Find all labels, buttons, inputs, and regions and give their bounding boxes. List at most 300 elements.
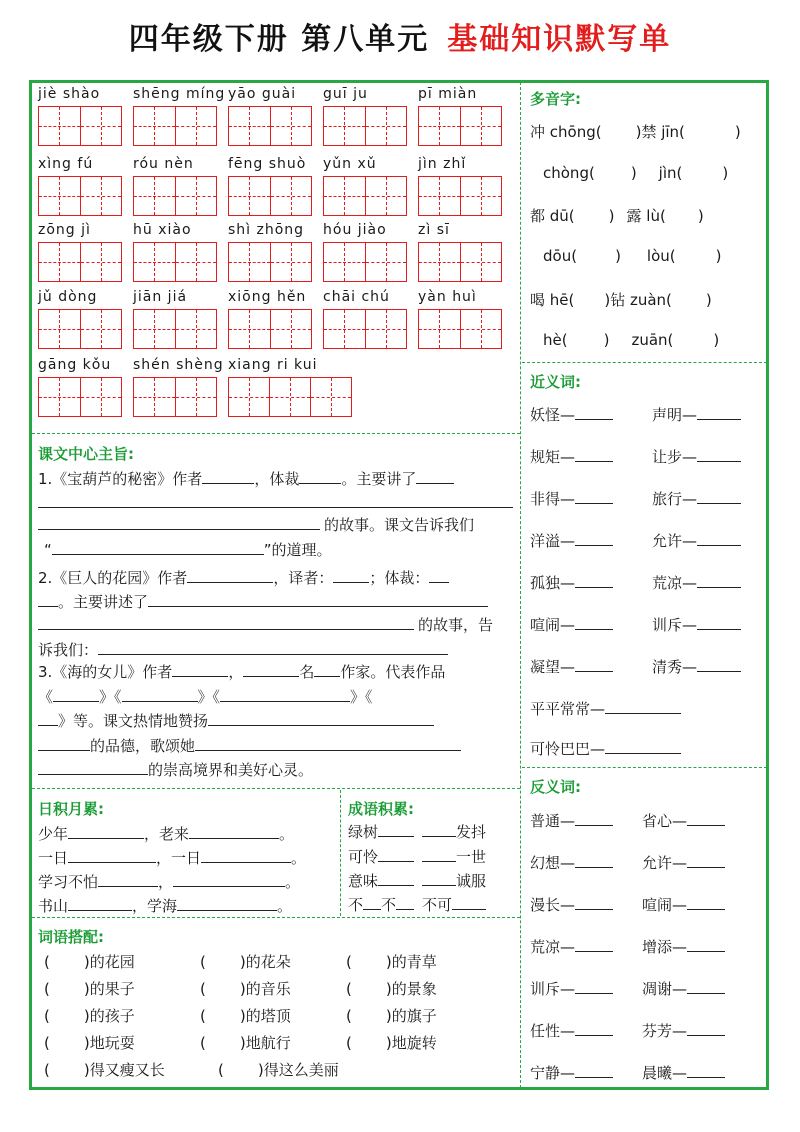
text: )的花朵: [239, 953, 291, 971]
writing-grid[interactable]: [38, 309, 122, 349]
polyphone-row: [530, 205, 704, 226]
idiom-row: [348, 846, 486, 867]
answer-blank[interactable]: [687, 978, 725, 994]
polyphone-row: [543, 164, 728, 182]
antonym-item: [642, 1020, 725, 1041]
answer-blank[interactable]: [575, 572, 613, 588]
polyphone-item: zuān(: [631, 331, 674, 349]
answer-blank[interactable]: [68, 823, 144, 839]
antonym-word: 宁静—: [530, 1064, 576, 1082]
polyphone-item: ): [603, 331, 610, 349]
writing-grid[interactable]: [133, 176, 217, 216]
answer-blank[interactable]: [687, 894, 725, 910]
center-line: [38, 686, 373, 707]
collocation-item: [218, 1059, 339, 1080]
synonym-word: 旅行—: [652, 490, 698, 508]
text: 不可: [422, 896, 453, 914]
text: 不: [381, 896, 397, 914]
grid-cell[interactable]: [39, 177, 81, 215]
grid-cell[interactable]: [324, 107, 366, 145]
antonym-item: [530, 852, 613, 873]
text: 《: [38, 688, 54, 706]
text: ，学海: [132, 897, 178, 915]
antonym-item: [642, 978, 725, 999]
text: (: [200, 1007, 206, 1025]
synonym-word: 孤独—: [530, 574, 576, 592]
synonym-item: [530, 656, 613, 677]
answer-blank[interactable]: [575, 656, 613, 672]
collocation-item: [346, 1032, 437, 1053]
text: ，体裁: [254, 470, 300, 488]
grid-cell[interactable]: [366, 243, 407, 281]
answer-blank[interactable]: [697, 488, 741, 504]
writing-grid[interactable]: [228, 242, 312, 282]
text: 的崇高境界和美好心灵。: [148, 761, 314, 779]
text: 。: [279, 825, 295, 843]
answer-blank[interactable]: [697, 572, 741, 588]
answer-blank[interactable]: [605, 698, 681, 714]
title-main: 四年级下册 第八单元: [128, 22, 430, 57]
antonym-word: 荒凉—: [530, 938, 576, 956]
writing-grid[interactable]: [38, 242, 122, 282]
synonym-word: 洋溢—: [530, 532, 576, 550]
grid-cell[interactable]: [176, 107, 217, 145]
synonym-item: [530, 614, 613, 635]
synonym-item: [530, 698, 681, 719]
antonym-item: [530, 1062, 613, 1083]
pinyin-label: hóu jiào: [323, 222, 387, 238]
polyphone-divider: [522, 362, 767, 363]
polyphone-item: ): [713, 331, 720, 349]
answer-blank[interactable]: [575, 614, 613, 630]
accumulate-bottom-divider: [32, 917, 520, 918]
polyphone-item: lòu(: [646, 247, 676, 265]
synonym-item: [530, 738, 681, 759]
center-line: [44, 539, 332, 560]
collocation-item: [200, 951, 291, 972]
answer-blank[interactable]: [697, 446, 741, 462]
writing-grid[interactable]: [418, 242, 502, 282]
grid-cell[interactable]: [229, 378, 270, 416]
writing-grid[interactable]: [228, 377, 352, 417]
synonym-divider: [522, 767, 767, 768]
text: )地旋转: [385, 1034, 437, 1052]
text: (: [200, 980, 206, 998]
text: (: [200, 953, 206, 971]
writing-grid[interactable]: [228, 106, 312, 146]
accumulate-row: [38, 895, 292, 916]
text: )的花园: [83, 953, 135, 971]
writing-grid[interactable]: [133, 242, 217, 282]
writing-grid[interactable]: [323, 176, 407, 216]
text: (: [200, 1034, 206, 1052]
grid-cell[interactable]: [461, 177, 502, 215]
polyphone-item: dōu(: [543, 247, 578, 265]
synonym-item: [530, 572, 613, 593]
grid-cell[interactable]: [271, 310, 312, 348]
polyphone-item: ): [722, 164, 729, 182]
grid-cell[interactable]: [461, 310, 502, 348]
polyphone-item: ): [630, 164, 637, 182]
text: (: [346, 953, 352, 971]
collocation-item: [346, 951, 437, 972]
answer-blank[interactable]: [189, 823, 279, 839]
writing-grid[interactable]: [323, 309, 407, 349]
polyphone-item: jìn(: [658, 164, 683, 182]
synonym-word: 规矩—: [530, 448, 576, 466]
writing-grid[interactable]: [228, 176, 312, 216]
grid-cell[interactable]: [366, 107, 407, 145]
center-line: [38, 514, 474, 535]
idiom-row: [348, 894, 486, 915]
text: (: [218, 1061, 224, 1079]
text: 发抖: [456, 823, 487, 841]
text: ，老来: [144, 825, 190, 843]
antonym-title: 反义词:: [530, 778, 581, 796]
text: 可怜: [348, 848, 379, 866]
answer-blank[interactable]: [177, 895, 277, 911]
grid-cell[interactable]: [134, 378, 176, 416]
answer-blank[interactable]: [575, 852, 613, 868]
text: 绿树: [348, 823, 379, 841]
column-divider: [520, 82, 521, 1088]
synonym-title: 近义词:: [530, 373, 581, 391]
synonym-word: 声明—: [652, 406, 698, 424]
synonym-item: [530, 446, 613, 467]
polyphone-item: )禁 jīn(: [635, 123, 685, 141]
answer-blank[interactable]: [575, 810, 613, 826]
pinyin-label: guī ju: [323, 86, 368, 102]
text: 诚服: [456, 872, 487, 890]
accumulate-row: [38, 823, 294, 844]
answer-blank[interactable]: [687, 936, 725, 952]
grid-cell[interactable]: [81, 243, 122, 281]
polyphone-row: [530, 289, 712, 310]
synonym-item: [652, 404, 741, 425]
pinyin-label: jìn zhǐ: [418, 156, 467, 172]
text: ，译者：: [273, 569, 334, 587]
synonym-word: 清秀—: [652, 658, 698, 676]
synonym-word: 妖怪—: [530, 406, 576, 424]
polyphone-row: [543, 247, 722, 265]
grid-cell[interactable]: [461, 243, 502, 281]
writing-grid[interactable]: [418, 176, 502, 216]
accumulate-divider: [340, 790, 341, 916]
grid-cell[interactable]: [39, 243, 81, 281]
text: 书山: [38, 897, 69, 915]
answer-blank[interactable]: [687, 1020, 725, 1036]
text: 少年: [38, 825, 69, 843]
answer-blank[interactable]: [605, 738, 681, 754]
text: (: [44, 980, 50, 998]
text: ”的道理。: [263, 541, 332, 559]
page-title: [0, 14, 800, 58]
grid-cell[interactable]: [419, 177, 461, 215]
writing-grid[interactable]: [38, 106, 122, 146]
idiom-row: [348, 821, 486, 842]
synonym-word: 可怜巴巴—: [530, 740, 606, 758]
center-line: [38, 661, 445, 682]
text: )的音乐: [239, 980, 291, 998]
pinyin-label: shì zhōng: [228, 222, 305, 238]
grid-cell[interactable]: [176, 378, 217, 416]
answer-blank[interactable]: [697, 614, 741, 630]
answer-blank[interactable]: [575, 488, 613, 504]
antonym-word: 喧闹—: [642, 896, 688, 914]
pinyin-label: jǔ dòng: [38, 289, 98, 305]
text: )地玩耍: [83, 1034, 135, 1052]
writing-grid[interactable]: [133, 106, 217, 146]
pinyin-label: shén shèng: [133, 357, 224, 373]
polyphone-item: )钻 zuàn(: [604, 291, 672, 309]
center-title: 课文中心主旨:: [38, 445, 134, 463]
writing-grid[interactable]: [38, 377, 122, 417]
antonym-item: [530, 936, 613, 957]
answer-blank[interactable]: [575, 936, 613, 952]
synonym-item: [652, 488, 741, 509]
answer-blank[interactable]: [575, 894, 613, 910]
text: )得这么美丽: [257, 1061, 339, 1079]
collocation-item: [44, 1032, 135, 1053]
pinyin-label: xìng fú: [38, 156, 94, 172]
text: (: [44, 1007, 50, 1025]
center-section-divider: [32, 788, 520, 789]
collocation-item: [200, 978, 291, 999]
grid-cell[interactable]: [81, 177, 122, 215]
grid-cell[interactable]: [81, 107, 122, 145]
pinyin-label: zì sī: [418, 222, 450, 238]
text: 》《: [99, 688, 122, 706]
grid-cell[interactable]: [176, 243, 217, 281]
text: (: [346, 1034, 352, 1052]
text: 。: [285, 873, 301, 891]
pinyin-label: róu nèn: [133, 156, 194, 172]
polyphone-item: ): [608, 207, 615, 225]
answer-blank[interactable]: [575, 1062, 613, 1078]
antonym-word: 芬芳—: [642, 1022, 688, 1040]
text: 。: [277, 897, 293, 915]
grid-cell[interactable]: [324, 177, 366, 215]
text: (: [346, 980, 352, 998]
pinyin-section-divider: [32, 433, 520, 434]
grid-cell[interactable]: [271, 177, 312, 215]
antonym-word: 增添—: [642, 938, 688, 956]
text: )的果子: [83, 980, 135, 998]
answer-blank[interactable]: [68, 847, 156, 863]
polyphone-item: ): [715, 247, 722, 265]
answer-blank[interactable]: [575, 530, 613, 546]
text: )得又瘦又长: [83, 1061, 165, 1079]
grid-cell[interactable]: [366, 310, 407, 348]
center-line: [38, 639, 448, 660]
synonym-word: 荒凉—: [652, 574, 698, 592]
synonym-item: [652, 446, 741, 467]
text: ，: [158, 873, 174, 891]
text: 一世: [456, 848, 487, 866]
grid-cell[interactable]: [271, 107, 312, 145]
antonym-item: [642, 852, 725, 873]
polyphone-item: ): [697, 207, 704, 225]
writing-grid[interactable]: [133, 309, 217, 349]
grid-cell[interactable]: [81, 310, 122, 348]
synonym-item: [652, 614, 741, 635]
writing-grid[interactable]: [38, 176, 122, 216]
answer-blank[interactable]: [575, 404, 613, 420]
answer-blank[interactable]: [687, 810, 725, 826]
answer-blank[interactable]: [575, 978, 613, 994]
text: 作家。代表作品: [340, 663, 446, 681]
answer-blank[interactable]: [98, 871, 158, 887]
pinyin-label: gāng kǒu: [38, 357, 112, 373]
text: 。主要讲述了: [58, 593, 149, 611]
grid-cell[interactable]: [81, 378, 122, 416]
grid-cell[interactable]: [176, 310, 217, 348]
synonym-item: [652, 656, 741, 677]
answer-blank[interactable]: [201, 847, 291, 863]
text: 》《: [350, 688, 373, 706]
polyphone-item: ): [734, 123, 741, 141]
antonym-word: 漫长—: [530, 896, 576, 914]
text: 不: [348, 896, 364, 914]
pinyin-label: shēng míng: [133, 86, 226, 102]
collocation-item: [44, 1059, 165, 1080]
grid-cell[interactable]: [419, 243, 461, 281]
grid-cell[interactable]: [39, 107, 81, 145]
idiom-title: 成语积累:: [348, 800, 414, 818]
polyphone-item: ): [615, 247, 621, 265]
grid-cell[interactable]: [39, 378, 81, 416]
text: 》等。课文热情地赞扬: [58, 712, 209, 730]
polyphone-item: 喝 hē(: [530, 291, 575, 309]
antonym-item: [642, 936, 725, 957]
polyphone-title: 多音字:: [530, 90, 581, 108]
synonym-item: [530, 488, 613, 509]
writing-grid[interactable]: [228, 309, 312, 349]
grid-cell[interactable]: [134, 310, 176, 348]
grid-cell[interactable]: [311, 378, 351, 416]
text: 3.《海的女儿》作者: [38, 663, 173, 681]
accumulate-title: 日积月累:: [38, 800, 104, 818]
antonym-item: [530, 978, 613, 999]
antonym-word: 普通—: [530, 812, 576, 830]
grid-cell[interactable]: [134, 177, 176, 215]
writing-grid[interactable]: [133, 377, 217, 417]
answer-blank[interactable]: [68, 895, 132, 911]
text: 2.《巨人的花园》作者: [38, 569, 188, 587]
text: 学习不怕: [38, 873, 99, 891]
synonym-word: 非得—: [530, 490, 576, 508]
answer-blank[interactable]: [575, 1020, 613, 1036]
antonym-word: 幻想—: [530, 854, 576, 872]
collocation-item: [346, 1005, 437, 1026]
center-line: [38, 614, 493, 635]
answer-blank[interactable]: [173, 871, 285, 887]
text: 的故事。课文告诉我们: [324, 516, 475, 534]
collocation-item: [200, 1005, 291, 1026]
grid-cell[interactable]: [324, 310, 366, 348]
title-accent: 基础知识默写单: [447, 22, 672, 57]
text: 。主要讲了: [341, 470, 417, 488]
pinyin-label: xiōng hěn: [228, 289, 307, 305]
text: ，: [228, 663, 244, 681]
writing-grid[interactable]: [418, 309, 502, 349]
text: ；体裁：: [369, 569, 430, 587]
text: 的故事，告: [418, 616, 494, 634]
center-line: [38, 759, 313, 780]
grid-cell[interactable]: [229, 310, 271, 348]
answer-blank[interactable]: [697, 404, 741, 420]
writing-grid[interactable]: [418, 106, 502, 146]
grid-cell[interactable]: [461, 107, 502, 145]
text: (: [44, 1061, 50, 1079]
antonym-item: [642, 1062, 725, 1083]
grid-cell[interactable]: [229, 243, 271, 281]
pinyin-label: xiang ri kui: [228, 357, 318, 373]
answer-blank[interactable]: [575, 446, 613, 462]
answer-blank[interactable]: [697, 656, 741, 672]
antonym-word: 省心—: [642, 812, 688, 830]
center-line: [38, 710, 434, 731]
grid-cell[interactable]: [229, 177, 271, 215]
pinyin-label: fēng shuò: [228, 156, 307, 172]
text: ，一日: [156, 849, 202, 867]
synonym-word: 喧闹—: [530, 616, 576, 634]
text: )的旗子: [385, 1007, 437, 1025]
writing-grid[interactable]: [323, 242, 407, 282]
grid-cell[interactable]: [324, 243, 366, 281]
grid-cell[interactable]: [229, 107, 271, 145]
grid-cell[interactable]: [270, 378, 311, 416]
grid-cell[interactable]: [419, 107, 461, 145]
synonym-item: [652, 530, 741, 551]
grid-cell[interactable]: [39, 310, 81, 348]
text: 诉我们：: [38, 641, 99, 659]
polyphone-row: [530, 121, 741, 142]
grid-cell[interactable]: [134, 243, 176, 281]
grid-cell[interactable]: [176, 177, 217, 215]
pinyin-label: yàn huì: [418, 289, 477, 305]
collocation-item: [44, 1005, 135, 1026]
writing-grid[interactable]: [323, 106, 407, 146]
text: (: [44, 1034, 50, 1052]
text: (: [346, 1007, 352, 1025]
answer-blank[interactable]: [697, 530, 741, 546]
synonym-word: 允许—: [652, 532, 698, 550]
collocation-item: [44, 951, 135, 972]
text: (: [44, 953, 50, 971]
synonym-word: 训斥—: [652, 616, 698, 634]
collocation-item: [200, 1032, 291, 1053]
antonym-item: [530, 810, 613, 831]
pinyin-label: jiè shào: [38, 86, 101, 102]
accumulate-row: [38, 847, 306, 868]
antonym-word: 训斥—: [530, 980, 576, 998]
text: )地航行: [239, 1034, 291, 1052]
grid-cell[interactable]: [134, 107, 176, 145]
collocation-title: 词语搭配:: [38, 928, 104, 946]
pinyin-label: yǔn xǔ: [323, 156, 377, 172]
text: )的青草: [385, 953, 437, 971]
text: )的景象: [385, 980, 437, 998]
grid-cell[interactable]: [366, 177, 407, 215]
answer-blank[interactable]: [687, 852, 725, 868]
grid-cell[interactable]: [271, 243, 312, 281]
center-line: [38, 735, 461, 756]
answer-blank[interactable]: [687, 1062, 725, 1078]
grid-cell[interactable]: [419, 310, 461, 348]
antonym-word: 凋谢—: [642, 980, 688, 998]
center-line: [38, 591, 488, 612]
